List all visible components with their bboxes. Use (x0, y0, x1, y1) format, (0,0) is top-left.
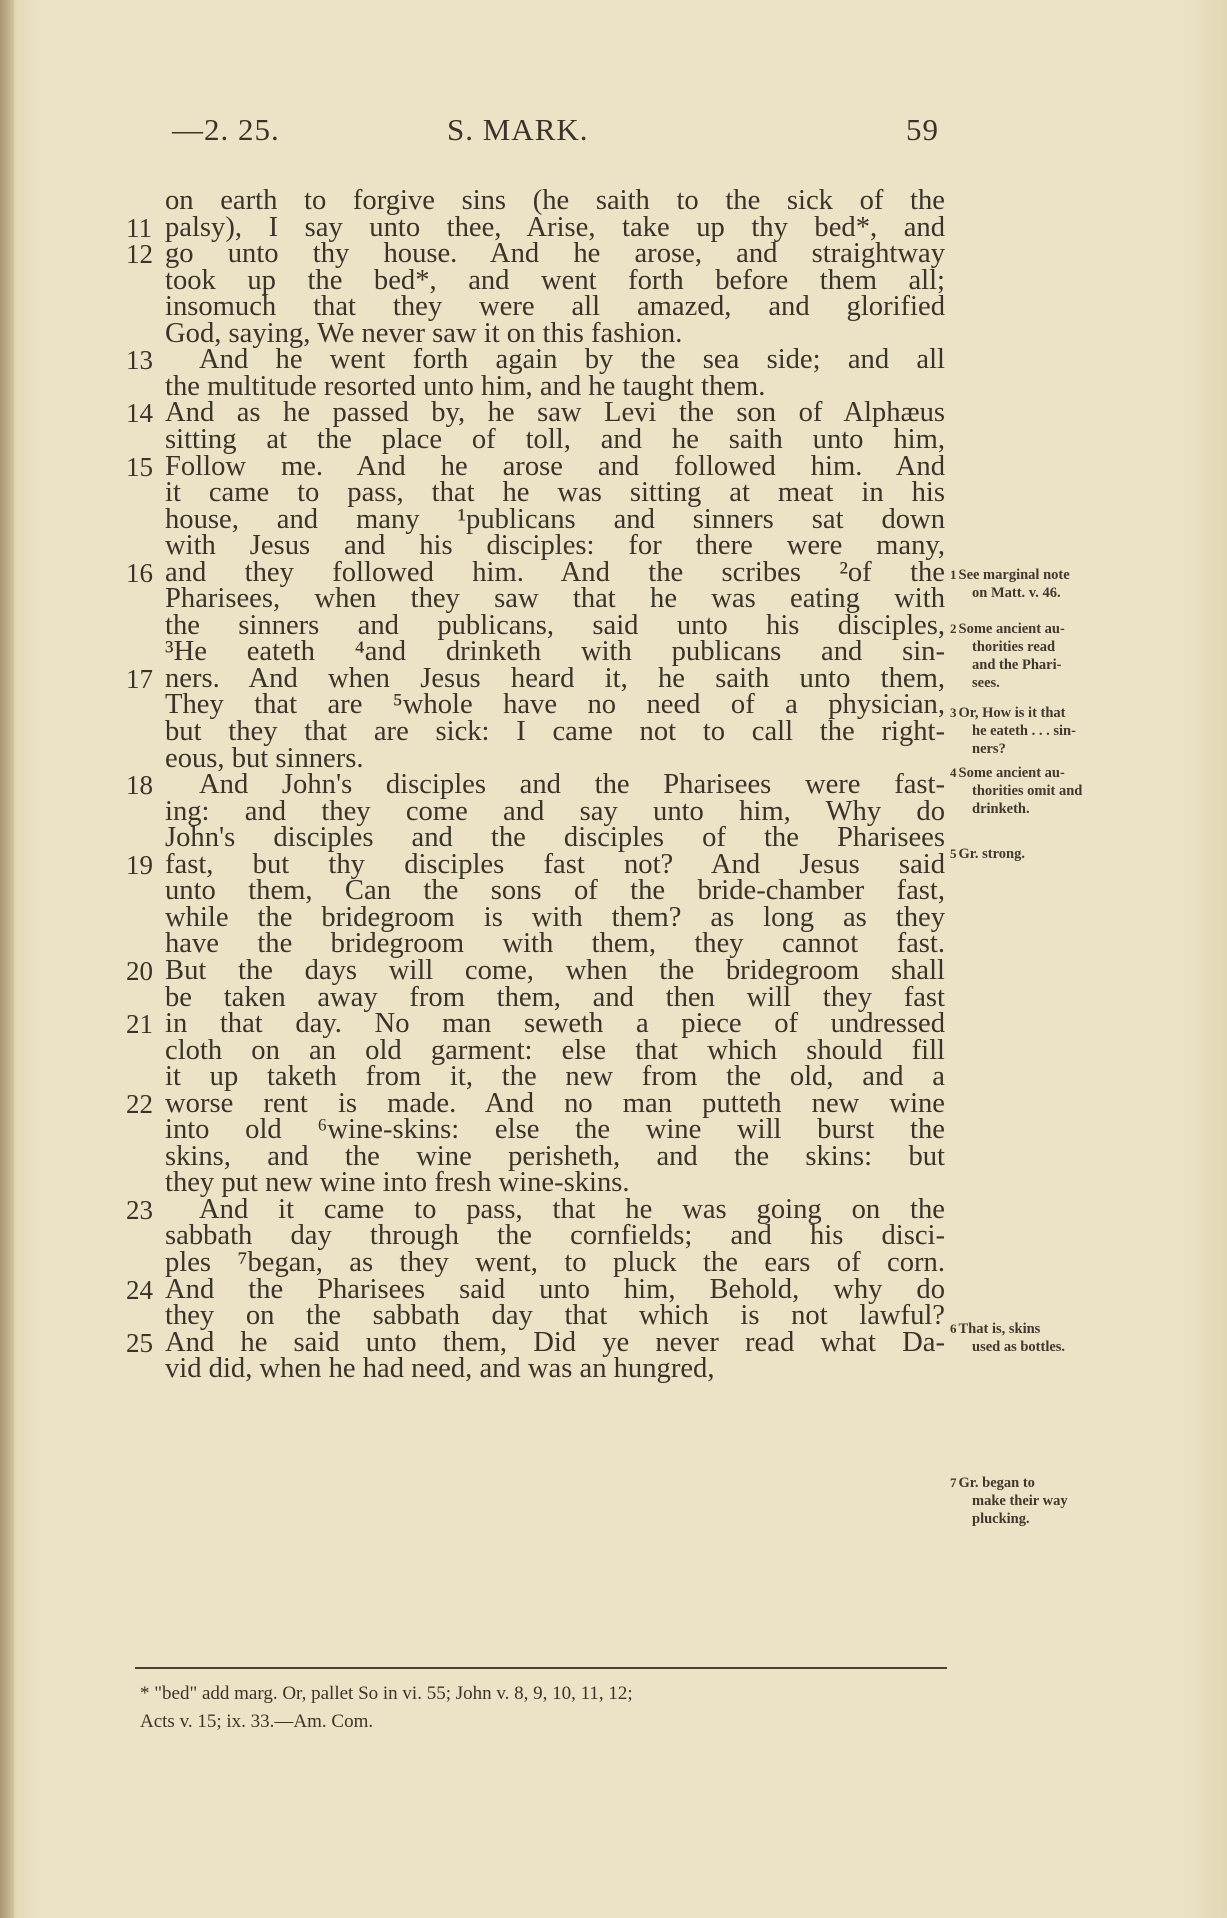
text-line: sabbath day through the cornfields; and his disci- (165, 1220, 945, 1251)
verse-number: 16 (126, 558, 153, 588)
margin-note (950, 620, 1140, 692)
text-line: ples ⁷began, as they went, to pluck the ears of corn. (165, 1247, 945, 1278)
margin-note-line: plucking. (972, 1511, 1030, 1527)
text-line: And he said unto them, Did ye never read what Da- (165, 1327, 945, 1358)
margin-note (950, 845, 1140, 863)
header-verse-range: —2. 25. (172, 112, 280, 147)
text-line: insomuch that they were all amazed, and glorified (165, 291, 945, 322)
margin-note-number: 4 (950, 765, 957, 780)
text-line: on earth to forgive sins (he saith to the sick of the (165, 185, 945, 216)
text-line: with Jesus and his disciples: for there were many, (165, 530, 945, 561)
page-number: 59 (906, 112, 939, 147)
text-line: And he went forth again by the sea side; and all (199, 344, 945, 375)
book-spine-shadow (0, 0, 14, 1918)
running-header (0, 112, 1227, 162)
verse-number: 22 (126, 1089, 153, 1119)
text-line: the sinners and publicans, said unto his disciples, (165, 610, 945, 641)
text-line: into old ⁶wine-skins: else the wine will burst the (165, 1114, 945, 1145)
text-line: ners. And when Jesus heard it, he saith unto them, (165, 663, 945, 694)
margin-note-line: That is, skins (958, 1321, 1041, 1337)
margin-note-line: Some ancient au- (958, 621, 1065, 637)
verse-number: 13 (126, 345, 153, 375)
text-line: it up taketh from it, the new from the old, and a (165, 1061, 945, 1092)
text-line: vid did, when he had need, and was an hungred, (165, 1353, 715, 1384)
text-line: the multitude resorted unto him, and he taught them. (165, 371, 766, 402)
margin-note (950, 704, 1140, 758)
text-line: palsy), I say unto thee, Arise, take up thy bed*, and (165, 212, 945, 243)
margin-note-line: sees. (972, 675, 1000, 691)
text-line: it came to pass, that he was sitting at meat in his (165, 477, 945, 508)
header-book-title: S. MARK. (447, 112, 589, 147)
text-line: sitting at the place of toll, and he saith unto him, (165, 424, 945, 455)
margin-note-number: 5 (950, 846, 957, 861)
margin-note (950, 566, 1140, 602)
margin-note-line: and the Phari- (972, 657, 1062, 673)
margin-note (950, 1320, 1140, 1356)
text-line: fast, but thy disciples fast not? And Jesus said (165, 849, 945, 880)
text-line: ing: and they come and say unto him, Why do (165, 796, 945, 827)
footnote-line-2: Acts v. 15; ix. 33.—Am. Com. (140, 1711, 374, 1732)
verse-number: 11 (126, 213, 152, 243)
text-line: they on the sabbath day that which is not lawful? (165, 1300, 945, 1331)
margin-note-line: he eateth . . . sin- (972, 723, 1076, 739)
verse-number: 14 (126, 398, 153, 428)
verse-number: 21 (126, 1009, 153, 1039)
text-line: God, saying, We never saw it on this fashion. (165, 318, 683, 349)
verse-number: 25 (126, 1328, 153, 1358)
text-line: and they followed him. And the scribes ²of the (165, 557, 945, 588)
verse-number: 23 (126, 1195, 153, 1225)
margin-note-number: 6 (950, 1321, 957, 1336)
text-line: while the bridegroom is with them? as long as they (165, 902, 945, 933)
margin-note-line: See marginal note (958, 567, 1070, 583)
verse-number: 17 (126, 664, 153, 694)
text-line: cloth on an old garment: else that which should fill (165, 1035, 945, 1066)
text-line: And the Pharisees said unto him, Behold, why do (165, 1274, 945, 1305)
text-line: unto them, Can the sons of the bride-chamber fast, (165, 875, 945, 906)
text-line: And it came to pass, that he was going on the (199, 1194, 945, 1225)
margin-note-line: make their way (972, 1493, 1068, 1509)
verse-number: 18 (126, 770, 153, 800)
text-line: ³He eateth ⁴and drinketh with publicans and sin- (165, 636, 945, 667)
text-line: John's disciples and the disciples of the Pharisees (165, 822, 945, 853)
margin-note-line: thorities read (972, 639, 1056, 655)
text-line: But the days will come, when the bridegroom shall (165, 955, 945, 986)
margin-note-line: Gr. strong. (958, 846, 1025, 862)
text-line: Pharisees, when they saw that he was eating with (165, 583, 945, 614)
text-line: Follow me. And he arose and followed him. And (165, 451, 945, 482)
text-line: go unto thy house. And he arose, and straightway (165, 238, 945, 269)
footnote-line-1: * "bed" add marg. Or, pallet So in vi. 55; John v. 8, 9, 10, 11, 12; (140, 1683, 633, 1704)
margin-note-line: Some ancient au- (958, 765, 1065, 781)
margin-note-number: 1 (950, 567, 957, 582)
margin-note (950, 1474, 1140, 1528)
text-line: house, and many ¹publicans and sinners sat down (165, 504, 945, 535)
margin-note-line: used as bottles. (972, 1339, 1066, 1355)
verse-number: 20 (126, 956, 153, 986)
margin-note-line: thorities omit and (972, 783, 1083, 799)
text-line: worse rent is made. And no man putteth new wine (165, 1088, 945, 1119)
margin-note-line: Or, How is it that (958, 705, 1066, 721)
text-line: And as he passed by, he saw Levi the son of Alphæus (165, 397, 945, 428)
verse-number: 24 (126, 1275, 153, 1305)
text-line: eous, but sinners. (165, 743, 364, 774)
text-line: took up the bed*, and went forth before them all; (165, 265, 945, 296)
text-line: And John's disciples and the Pharisees were fast- (199, 769, 945, 800)
margin-note-number: 3 (950, 705, 957, 720)
footnote-rule (135, 1667, 947, 1669)
verse-number: 19 (126, 850, 153, 880)
text-line: They that are ⁵whole have no need of a physician, (165, 689, 945, 720)
margin-note-line: on Matt. v. 46. (972, 585, 1061, 601)
verse-number: 12 (126, 239, 153, 269)
text-line: in that day. No man seweth a piece of undressed (165, 1008, 945, 1039)
margin-note-number: 2 (950, 621, 957, 636)
margin-note (950, 764, 1140, 818)
text-line: skins, and the wine perisheth, and the skins: but (165, 1141, 945, 1172)
text-line: have the bridegroom with them, they cannot fast. (165, 928, 945, 959)
margin-note-number: 7 (950, 1475, 957, 1490)
margin-note-line: Gr. began to (958, 1475, 1035, 1491)
margin-note-line: ners? (972, 741, 1006, 757)
verse-number: 15 (126, 452, 153, 482)
text-line: be taken away from them, and then will they fast (165, 982, 945, 1013)
text-line: they put new wine into fresh wine-skins. (165, 1167, 630, 1198)
margin-note-line: drinketh. (972, 801, 1030, 817)
text-line: but they that are sick: I came not to call the right- (165, 716, 945, 747)
